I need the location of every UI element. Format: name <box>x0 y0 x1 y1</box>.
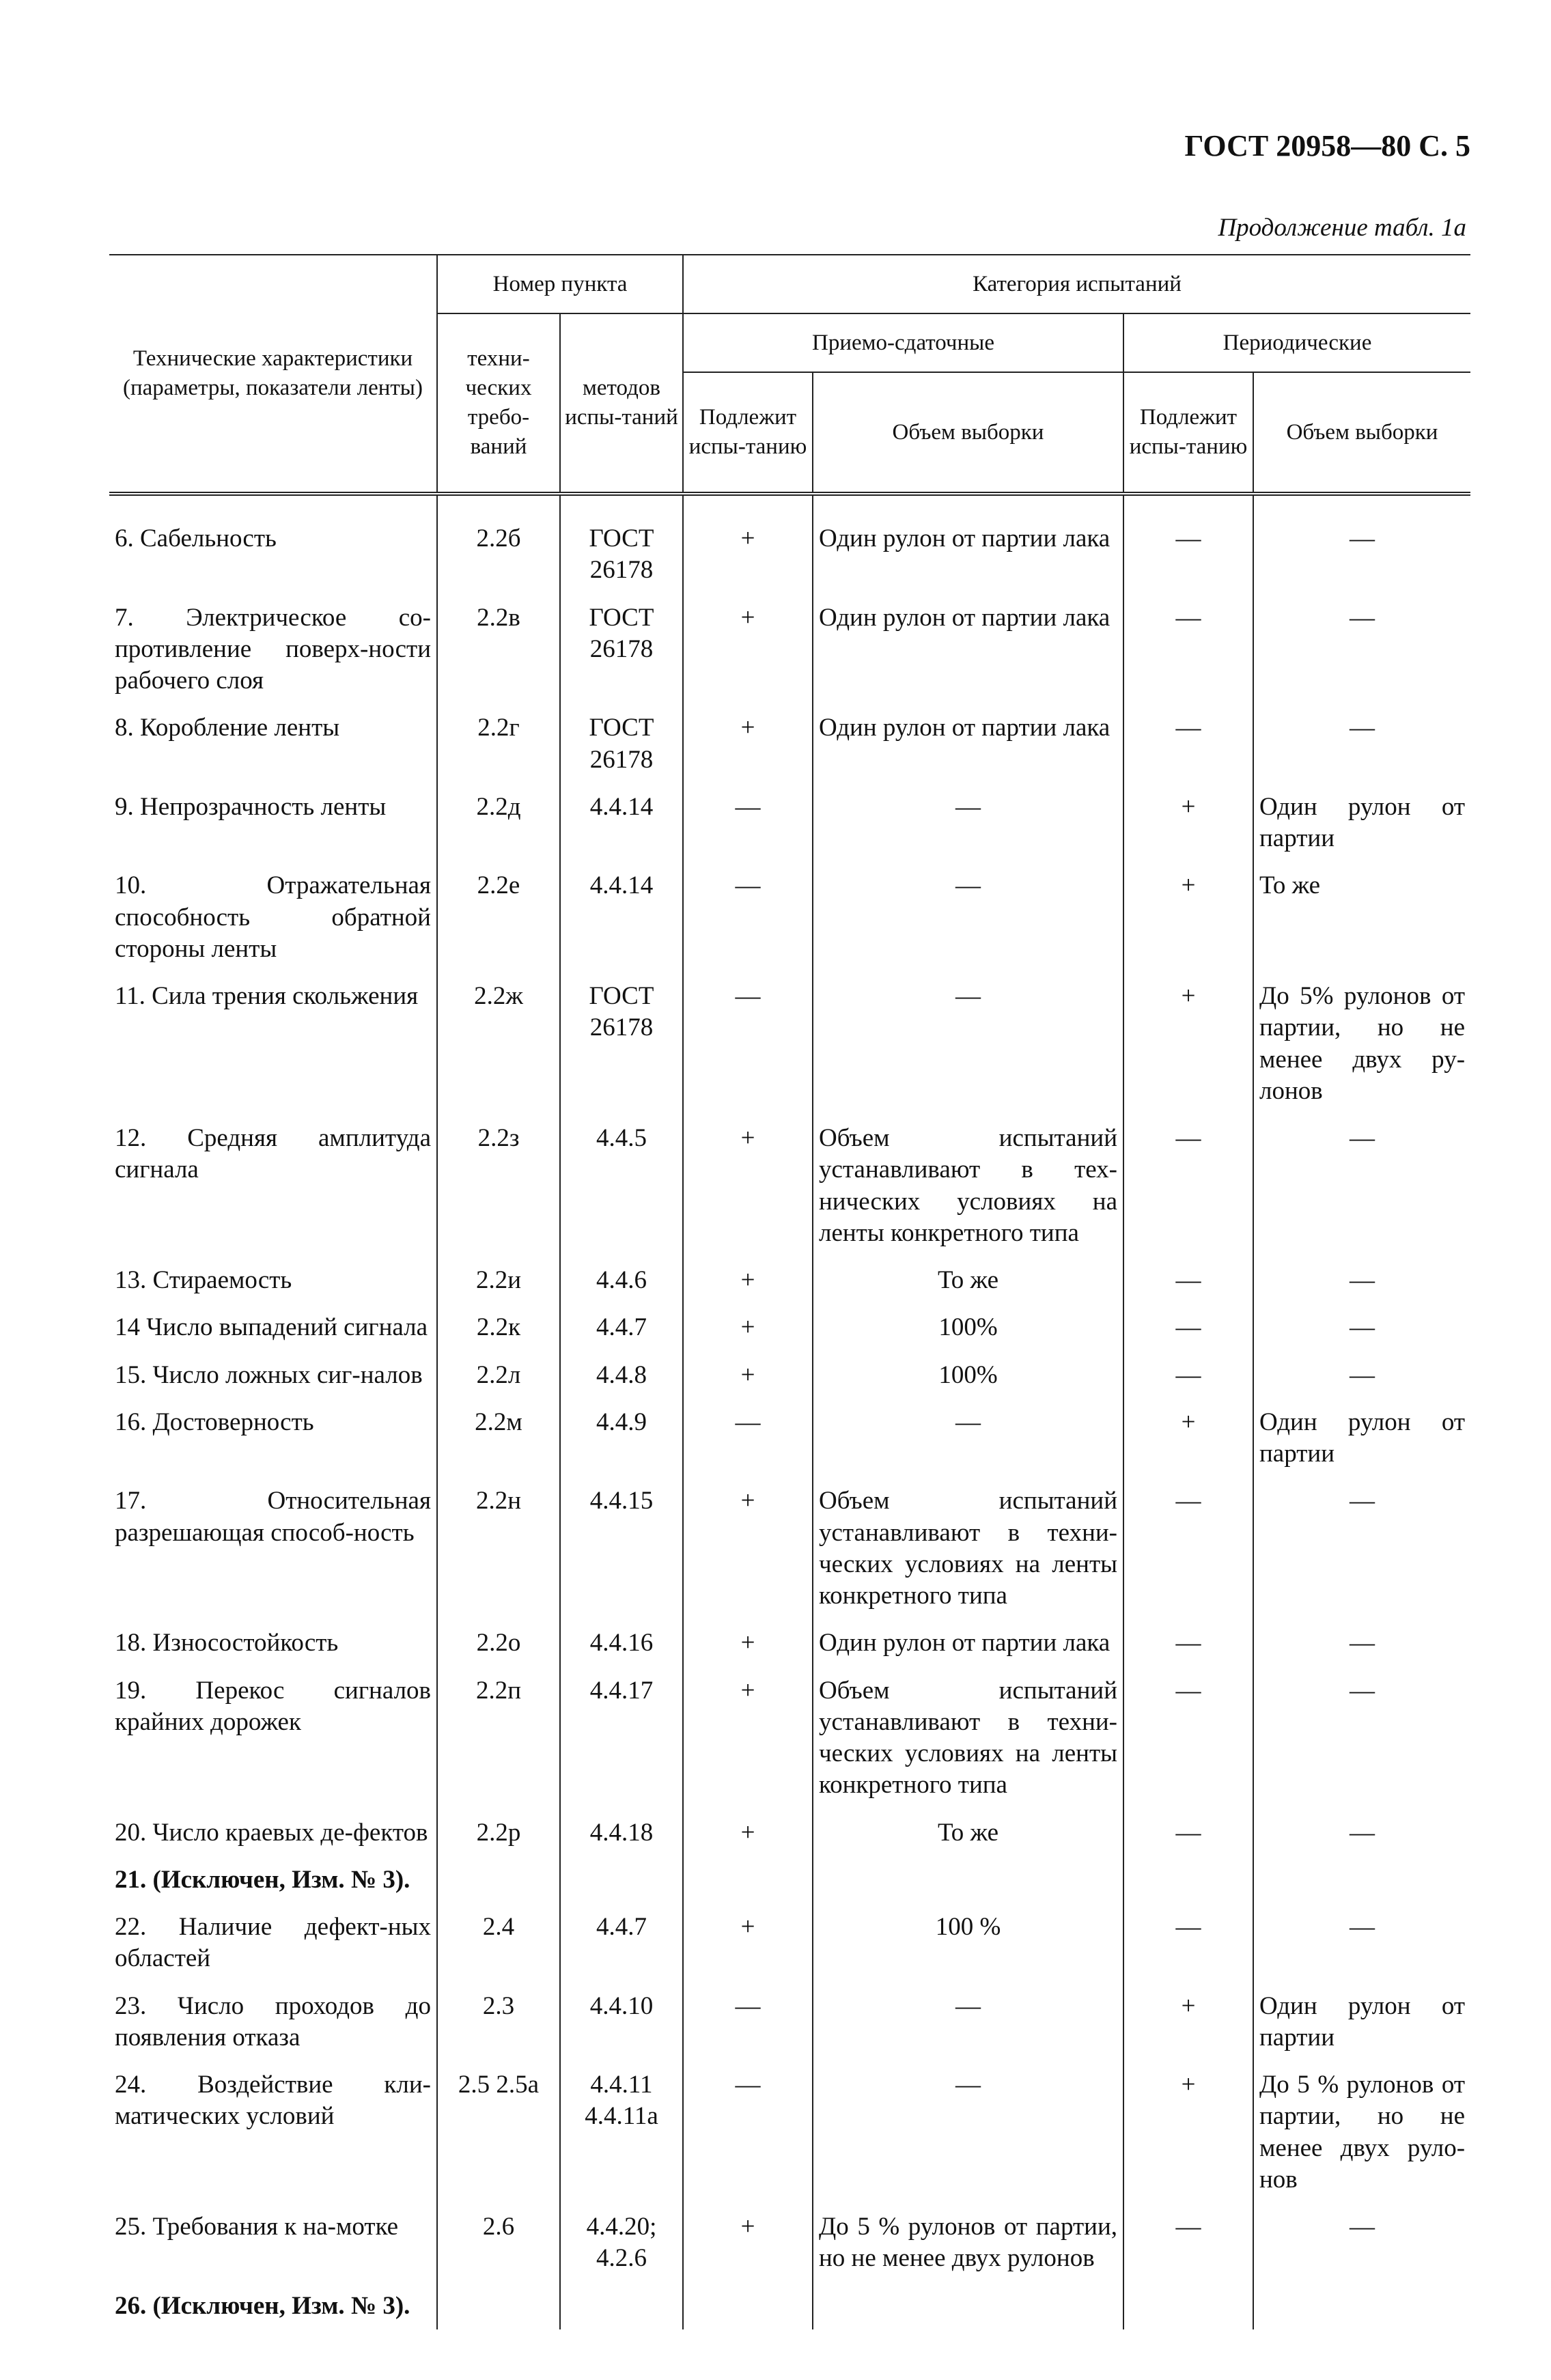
test-method-ref: 4.4.17 <box>560 1667 683 1809</box>
periodic-subject-mark: — <box>1123 2203 1253 2282</box>
table-row <box>109 594 1470 705</box>
acceptance-sample-size: Один рулон от партии лака <box>813 704 1123 783</box>
periodic-subject-mark <box>1123 2282 1253 2329</box>
tech-requirement-ref <box>437 2282 560 2329</box>
test-method-ref: ГОСТ 26178 <box>560 972 683 1115</box>
acceptance-sample-size <box>813 1856 1123 1903</box>
periodic-sample-size: — <box>1253 1304 1470 1351</box>
col-periodic-sample: Объем выборки <box>1253 372 1470 494</box>
acceptance-subject-mark: + <box>683 1115 813 1257</box>
test-method-ref: 4.4.14 <box>560 862 683 972</box>
periodic-sample-size <box>1253 1856 1470 1903</box>
periodic-sample-size: — <box>1253 1477 1470 1619</box>
test-method-ref: 4.4.8 <box>560 1352 683 1399</box>
test-method-ref: 4.4.15 <box>560 1477 683 1619</box>
col-acceptance-subject: Подлежит испы-танию <box>683 372 813 494</box>
acceptance-subject-mark: + <box>683 494 813 594</box>
table-row <box>109 2203 1470 2282</box>
table-row <box>109 1304 1470 1351</box>
acceptance-subject-mark: — <box>683 783 813 863</box>
tech-requirement-ref: 2.2е <box>437 862 560 972</box>
acceptance-sample-size: Объем испытаний устанавливают в тех-нических условиях на ленты конкретного типа <box>813 1115 1123 1257</box>
periodic-subject-mark: + <box>1123 1983 1253 2062</box>
acceptance-subject-mark: — <box>683 862 813 972</box>
acceptance-sample-size: — <box>813 2061 1123 2203</box>
acceptance-subject-mark: + <box>683 1257 813 1304</box>
characteristic-name: 14 Число выпадений сигнала <box>115 1313 428 1342</box>
acceptance-sample-size: 100% <box>813 1304 1123 1351</box>
periodic-sample-size: До 5% рулонов от партии, но не менее двух ру-лонов <box>1253 972 1470 1115</box>
col-periodic-subject: Подлежит испы-танию <box>1123 372 1253 494</box>
tech-requirement-ref: 2.2м <box>437 1399 560 1478</box>
tech-requirement-ref: 2.2л <box>437 1352 560 1399</box>
test-method-ref: 4.4.5 <box>560 1115 683 1257</box>
tech-requirement-ref: 2.2в <box>437 594 560 705</box>
test-method-ref: 4.4.7 <box>560 1903 683 1983</box>
acceptance-subject-mark: — <box>683 1983 813 2062</box>
periodic-sample-size: — <box>1253 494 1470 594</box>
acceptance-subject-mark: — <box>683 2061 813 2203</box>
periodic-sample-size: — <box>1253 2203 1470 2282</box>
characteristic-name: 6. Сабельность <box>115 524 277 552</box>
col-test-category: Категория испытаний <box>683 255 1470 313</box>
table-row <box>109 1399 1470 1478</box>
acceptance-sample-size: — <box>813 783 1123 863</box>
table-row <box>109 494 1470 594</box>
col-characteristics: Технические характеристики (параметры, показатели ленты) <box>109 255 437 494</box>
table-row <box>109 862 1470 972</box>
acceptance-sample-size: 100% <box>813 1352 1123 1399</box>
test-method-ref: 4.4.16 <box>560 1619 683 1666</box>
table-row <box>109 1667 1470 1809</box>
col-test-methods: методов испы-таний <box>560 313 683 494</box>
acceptance-sample-size: То же <box>813 1257 1123 1304</box>
table-continuation-label: Продолжение табл. 1а <box>1218 214 1466 242</box>
characteristic-name: 8. Коробление ленты <box>115 714 340 742</box>
characteristic-name: 18. Износостойкость <box>115 1629 339 1657</box>
test-method-ref: 4.4.10 <box>560 1983 683 2062</box>
acceptance-subject-mark: + <box>683 1809 813 1856</box>
acceptance-sample-size: Один рулон от партии лака <box>813 1619 1123 1666</box>
characteristic-name: 24. Воздействие кли-матических условий <box>115 2071 431 2131</box>
test-method-ref <box>560 2282 683 2329</box>
test-category-table <box>109 254 1470 2329</box>
table-row <box>109 1257 1470 1304</box>
test-method-ref: 4.4.9 <box>560 1399 683 1478</box>
characteristic-name: 20. Число краевых де-фектов <box>115 1818 428 1847</box>
acceptance-subject-mark: + <box>683 1304 813 1351</box>
periodic-subject-mark: — <box>1123 1477 1253 1619</box>
characteristic-name: 10. Отражательная способность обратной стороны ленты <box>115 871 431 963</box>
characteristic-name: 16. Достоверность <box>115 1408 314 1436</box>
acceptance-subject-mark: + <box>683 1903 813 1983</box>
table-row <box>109 972 1470 1115</box>
characteristic-name: 13. Стираемость <box>115 1266 292 1294</box>
periodic-sample-size: — <box>1253 1667 1470 1809</box>
col-acceptance-sample: Объем выборки <box>813 372 1123 494</box>
acceptance-sample-size: Один рулон от партии лака <box>813 494 1123 594</box>
acceptance-subject-mark: — <box>683 1399 813 1478</box>
acceptance-subject-mark: + <box>683 1477 813 1619</box>
table-row <box>109 1856 1470 1903</box>
test-method-ref: ГОСТ 26178 <box>560 494 683 594</box>
periodic-sample-size: Один рулон от партии <box>1253 1983 1470 2062</box>
acceptance-sample-size: Объем испытаний устанавливают в техни-ческих условиях на ленты конкретного типа <box>813 1477 1123 1619</box>
table-row <box>109 1809 1470 1856</box>
tech-requirement-ref: 2.2н <box>437 1477 560 1619</box>
periodic-sample-size: — <box>1253 1903 1470 1983</box>
periodic-subject-mark: — <box>1123 704 1253 783</box>
acceptance-sample-size: До 5 % рулонов от партии, но не менее двух рулонов <box>813 2203 1123 2282</box>
col-item-number: Номер пункта <box>437 255 683 313</box>
characteristic-name: 12. Средняя амплитуда сигнала <box>115 1124 431 1184</box>
periodic-sample-size: — <box>1253 1115 1470 1257</box>
periodic-subject-mark: — <box>1123 494 1253 594</box>
periodic-sample-size: — <box>1253 1352 1470 1399</box>
characteristic-name: 9. Непрозрачность ленты <box>115 792 387 821</box>
table-row <box>109 1352 1470 1399</box>
acceptance-subject-mark <box>683 1856 813 1903</box>
acceptance-sample-size: То же <box>813 1809 1123 1856</box>
test-method-ref: ГОСТ 26178 <box>560 594 683 705</box>
table-row <box>109 783 1470 863</box>
periodic-subject-mark: + <box>1123 862 1253 972</box>
table-row <box>109 704 1470 783</box>
periodic-subject-mark <box>1123 1856 1253 1903</box>
table-row <box>109 1619 1470 1666</box>
characteristic-name: 15. Число ложных сиг-налов <box>115 1360 423 1389</box>
test-method-ref: 4.4.7 <box>560 1304 683 1351</box>
acceptance-subject-mark: + <box>683 1352 813 1399</box>
col-periodic: Периодические <box>1123 313 1470 372</box>
acceptance-subject-mark: + <box>683 1619 813 1666</box>
page-header: ГОСТ 20958—80 С. 5 <box>1184 129 1470 163</box>
acceptance-subject-mark: + <box>683 1667 813 1809</box>
acceptance-sample-size: — <box>813 1983 1123 2062</box>
table-body <box>109 494 1470 2329</box>
periodic-subject-mark: — <box>1123 1667 1253 1809</box>
periodic-subject-mark: — <box>1123 1352 1253 1399</box>
tech-requirement-ref: 2.3 <box>437 1983 560 2062</box>
test-method-ref: 4.4.11 4.4.11а <box>560 2061 683 2203</box>
periodic-sample-size: — <box>1253 594 1470 705</box>
periodic-sample-size <box>1253 2282 1470 2329</box>
tech-requirement-ref: 2.2к <box>437 1304 560 1351</box>
table-header <box>109 255 1470 494</box>
tech-requirement-ref <box>437 1856 560 1903</box>
acceptance-subject-mark: + <box>683 2203 813 2282</box>
characteristic-name: 17. Относительная разрешающая способ-ность <box>115 1487 431 1547</box>
test-method-ref: 4.4.14 <box>560 783 683 863</box>
tech-requirement-ref: 2.2п <box>437 1667 560 1809</box>
acceptance-sample-size: Один рулон от партии лака <box>813 594 1123 705</box>
acceptance-sample-size: — <box>813 972 1123 1115</box>
periodic-subject-mark: — <box>1123 1903 1253 1983</box>
tech-requirement-ref: 2.2г <box>437 704 560 783</box>
periodic-sample-size: — <box>1253 1257 1470 1304</box>
tech-requirement-ref: 2.2з <box>437 1115 560 1257</box>
tech-requirement-ref: 2.2ж <box>437 972 560 1115</box>
periodic-subject-mark: + <box>1123 2061 1253 2203</box>
test-method-ref: 4.4.18 <box>560 1809 683 1856</box>
characteristic-name: 26. (Исключен, Изм. № 3). <box>115 2291 410 2320</box>
acceptance-subject-mark <box>683 2282 813 2329</box>
periodic-sample-size: — <box>1253 704 1470 783</box>
table-row <box>109 1903 1470 1983</box>
tech-requirement-ref: 2.2о <box>437 1619 560 1666</box>
characteristic-name: 21. (Исключен, Изм. № 3). <box>115 1865 410 1894</box>
periodic-subject-mark: — <box>1123 594 1253 705</box>
characteristic-name: 22. Наличие дефект-ных областей <box>115 1913 431 1973</box>
tech-requirement-ref: 2.4 <box>437 1903 560 1983</box>
tech-requirement-ref: 2.6 <box>437 2203 560 2282</box>
acceptance-sample-size <box>813 2282 1123 2329</box>
characteristic-name: 23. Число проходов до появления отказа <box>115 1991 431 2052</box>
acceptance-sample-size: Объем испытаний устанавливают в техни-ческих условиях на ленты конкретного типа <box>813 1667 1123 1809</box>
col-tech-requirements: техни-ческих требо-ваний <box>437 313 560 494</box>
acceptance-sample-size: — <box>813 1399 1123 1478</box>
table-row <box>109 2061 1470 2203</box>
test-method-ref <box>560 1856 683 1903</box>
table-row <box>109 1115 1470 1257</box>
table-row <box>109 2282 1470 2329</box>
characteristic-name: 25. Требования к на-мотке <box>115 2213 399 2241</box>
periodic-subject-mark: — <box>1123 1115 1253 1257</box>
acceptance-subject-mark: + <box>683 704 813 783</box>
acceptance-sample-size: — <box>813 862 1123 972</box>
test-method-ref: 4.4.20; 4.2.6 <box>560 2203 683 2282</box>
periodic-sample-size: До 5 % рулонов от партии, но не менее двух руло-нов <box>1253 2061 1470 2203</box>
periodic-sample-size: — <box>1253 1809 1470 1856</box>
tech-requirement-ref: 2.2б <box>437 494 560 594</box>
periodic-subject-mark: — <box>1123 1304 1253 1351</box>
tech-requirement-ref: 2.2д <box>437 783 560 863</box>
tech-requirement-ref: 2.2р <box>437 1809 560 1856</box>
periodic-subject-mark: + <box>1123 1399 1253 1478</box>
characteristic-name: 19. Перекос сигналов крайних дорожек <box>115 1676 431 1736</box>
periodic-subject-mark: + <box>1123 783 1253 863</box>
periodic-subject-mark: — <box>1123 1619 1253 1666</box>
periodic-sample-size: Один рулон от партии <box>1253 1399 1470 1478</box>
periodic-sample-size: — <box>1253 1619 1470 1666</box>
acceptance-subject-mark: — <box>683 972 813 1115</box>
periodic-subject-mark: — <box>1123 1257 1253 1304</box>
periodic-sample-size: Один рулон от партии <box>1253 783 1470 863</box>
col-acceptance: Приемо-сдаточные <box>683 313 1123 372</box>
tech-requirement-ref: 2.2и <box>437 1257 560 1304</box>
tech-requirement-ref: 2.5 2.5а <box>437 2061 560 2203</box>
acceptance-subject-mark: + <box>683 594 813 705</box>
test-method-ref: 4.4.6 <box>560 1257 683 1304</box>
characteristic-name: 7. Электрическое со-противление поверх-ности рабочего слоя <box>115 603 431 695</box>
periodic-subject-mark: — <box>1123 1809 1253 1856</box>
table-row <box>109 1477 1470 1619</box>
test-method-ref: ГОСТ 26178 <box>560 704 683 783</box>
acceptance-sample-size: 100 % <box>813 1903 1123 1983</box>
periodic-subject-mark: + <box>1123 972 1253 1115</box>
periodic-sample-size: То же <box>1253 862 1470 972</box>
table-row <box>109 1983 1470 2062</box>
characteristic-name: 11. Сила трения скольжения <box>115 982 419 1010</box>
